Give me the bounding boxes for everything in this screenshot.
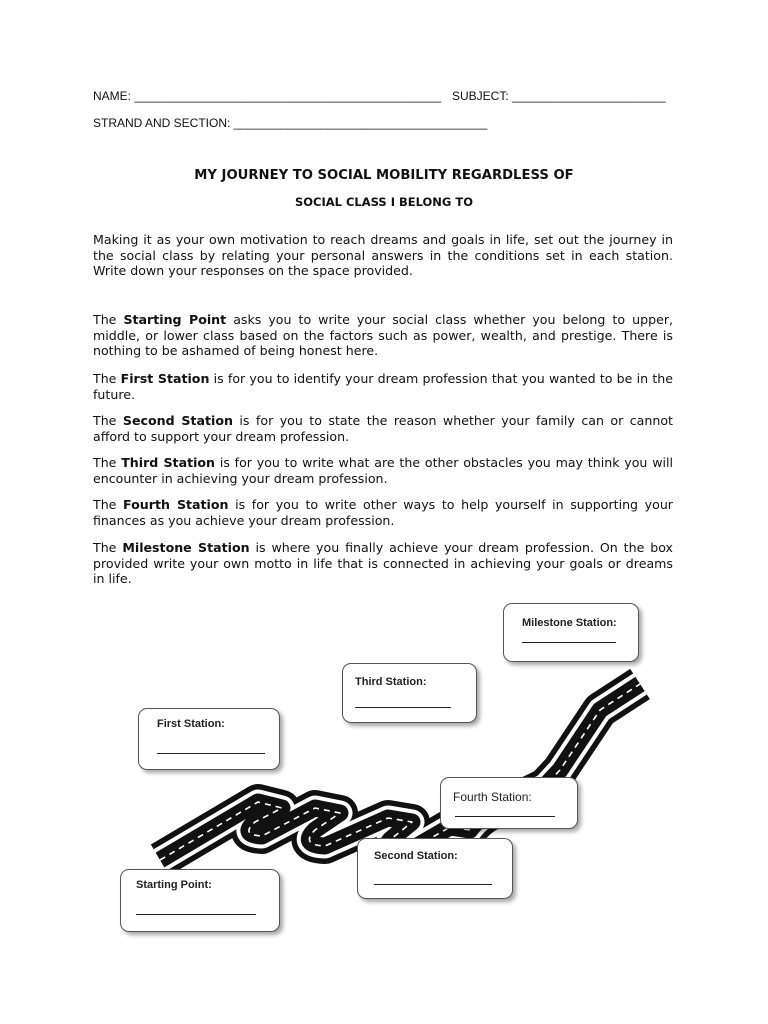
intro-paragraph: Making it as your own motivation to reach dreams and goals in life, set out the journey in the social class by relating your personal answers in the conditions set in each station. Write down your responses on the space provided.: [93, 232, 673, 279]
second-station-answer-line[interactable]: [374, 884, 492, 885]
name-field-label: NAME: ______________________________________________: [93, 89, 442, 103]
starting-point-box: [120, 869, 280, 932]
instruction-milestone-station: The Milestone Station is where you finally achieve your dream profession. On the box provided write your own motto in life that is connected in achieving your goals or dreams in life.: [93, 540, 674, 587]
winding-road-illustration: [0, 590, 768, 1010]
milestone-station-answer-line[interactable]: [522, 642, 616, 643]
worksheet-subtitle: SOCIAL CLASS I BELONG TO: [294, 195, 473, 209]
third-station-answer-line[interactable]: [355, 707, 451, 708]
first-station-box: [138, 708, 280, 770]
fourth-station-label: Fourth Station:: [453, 790, 532, 804]
worksheet-title: MY JOURNEY TO SOCIAL MOBILITY REGARDLESS OF: [194, 168, 574, 183]
instruction-first-station: The First Station is for you to identify your dream profession that you wanted to be in the future.: [93, 371, 673, 402]
milestone-station-label: Milestone Station:: [522, 617, 617, 629]
milestone-station-box: [503, 603, 639, 662]
instruction-third-station: The Third Station is for you to write what are the other obstacles you may think you will encounter in achieving your dream profession.: [93, 455, 673, 486]
second-station-label: Second Station:: [374, 850, 458, 862]
fourth-station-box: [440, 777, 578, 829]
first-station-label: First Station:: [157, 718, 225, 730]
strand-section-field-label: STRAND AND SECTION: ______________________________________: [93, 116, 488, 130]
second-station-box: [357, 838, 513, 899]
third-station-box: [342, 663, 477, 723]
subject-field-label: SUBJECT: _______________________: [452, 89, 666, 103]
starting-point-answer-line[interactable]: [136, 914, 256, 915]
instruction-fourth-station: The Fourth Station is for you to write other ways to help yourself in supporting your finances as you achieve your dream profession.: [93, 497, 673, 528]
instruction-starting-point: The Starting Point asks you to write your social class whether you belong to upper, middle, or lower class based on the factors such as power, wealth, and prestige. There is nothing to be ashamed of being honest here.: [93, 312, 673, 359]
first-station-answer-line[interactable]: [157, 753, 265, 754]
fourth-station-answer-line[interactable]: [455, 816, 555, 817]
starting-point-label: Starting Point:: [136, 879, 212, 891]
third-station-label: Third Station:: [355, 676, 427, 688]
instruction-second-station: The Second Station is for you to state the reason whether your family can or cannot afford to support your dream profession.: [93, 413, 673, 444]
